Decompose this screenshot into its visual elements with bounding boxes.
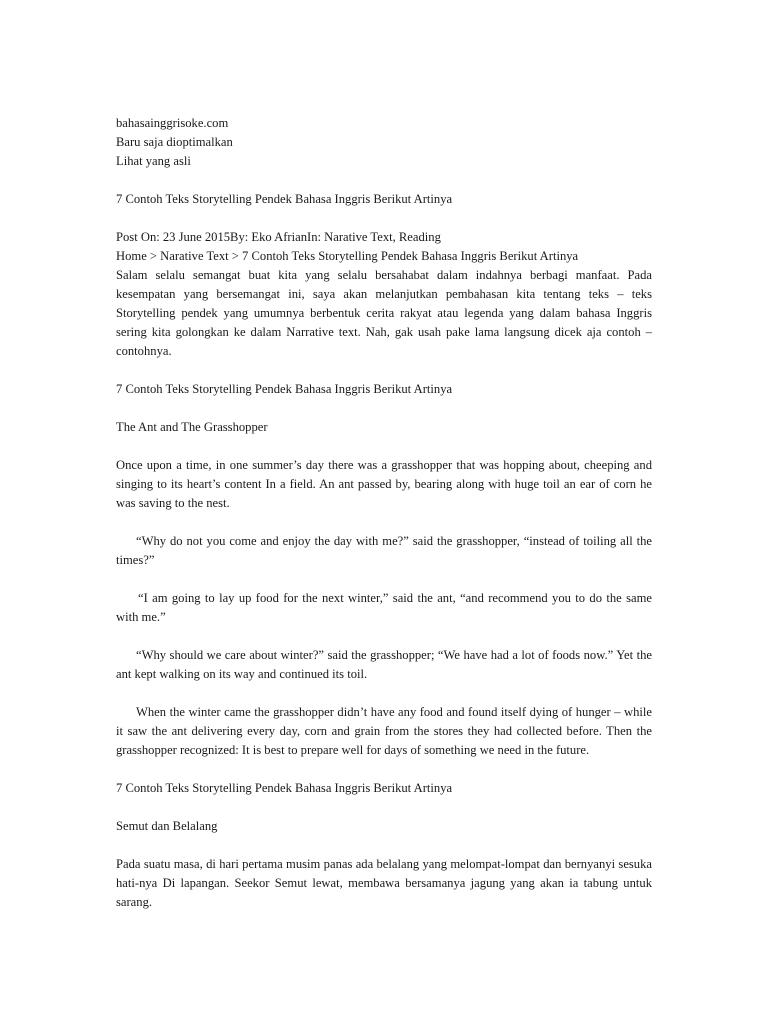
story-title-indonesian: Semut dan Belalang [116,819,218,833]
site-name[interactable]: bahasainggrisoke.com [116,116,229,130]
document-page [116,114,652,912]
story-paragraph: “Why do not you come and enjoy the day with me?” said the grasshopper, “instead of toiling all the times?” [116,534,652,567]
section-heading: 7 Contoh Teks Storytelling Pendek Bahasa Inggris Berikut Artinya [116,781,453,795]
story-paragraph: Once upon a time, in one summer’s day there was a grasshopper that was hopping about, cheeping and singing to its heart’s content In a field. An ant passed by, bearing along with huge toil an ear of corn he was saving to the nest. [116,458,652,510]
story-title-english: The Ant and The Grasshopper [116,420,268,434]
breadcrumb[interactable]: Home > Narative Text > 7 Contoh Teks Storytelling Pendek Bahasa Inggris Berikut Artinya [116,249,579,263]
article-title: 7 Contoh Teks Storytelling Pendek Bahasa Inggris Berikut Artinya [116,192,453,206]
view-original-link[interactable]: Lihat yang asli [116,154,191,168]
story-paragraph: When the winter came the grasshopper didn’t have any food and found itself dying of hunger – while it saw the ant delivering every day, corn and grain from the stores they had collected before. Then the grasshopper recognized: It is best to prepare well for days of something we need in the future. [116,705,652,757]
post-meta: Post On: 23 June 2015By: Eko AfrianIn: Narative Text, Reading [116,230,441,244]
optimized-note: Baru saja dioptimalkan [116,135,233,149]
story-paragraph: “I am going to lay up food for the next winter,” said the ant, “and recommend you to do the same with me.” [116,591,652,624]
story-paragraph: Pada suatu masa, di hari pertama musim panas ada belalang yang melompat-lompat dan bernyanyi sesuka hati-nya Di lapangan. Seekor Semut lewat, membawa bersamanya jagung yang akan ia tabung untuk sarang. [116,857,652,909]
section-heading: 7 Contoh Teks Storytelling Pendek Bahasa Inggris Berikut Artinya [116,382,453,396]
intro-paragraph: Salam selalu semangat buat kita yang selalu bersahabat dalam indahnya berbagi manfaat. Pada kesempatan yang bersemangat ini, saya akan melanjutkan pembahasan kita tentang teks – teks Storytelling pendek yang umumnya berbentuk cerita rakyat atau legenda yang dalam bahasa Inggris sering kita golongkan ke dalam Narrative text. Nah, gak usah pake lama langsung dicek aja contoh – contohnya. [116,268,652,358]
story-paragraph: “Why should we care about winter?” said the grasshopper; “We have had a lot of foods now.” Yet the ant kept walking on its way and continued its toil. [116,648,652,681]
